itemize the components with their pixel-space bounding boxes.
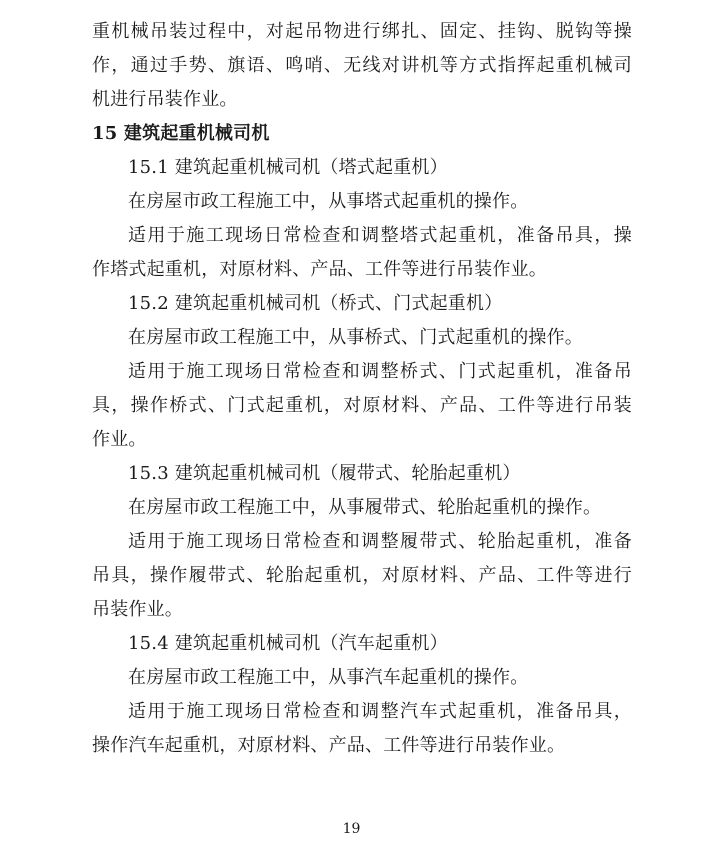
subsection-heading: 15.3 建筑起重机械司机（履带式、轮胎起重机） [128,463,521,484]
paragraph-line: 作塔式起重机，对原材料、产品、工件等进行吊装作业。 [92,259,547,280]
paragraph-line: 适用于施工现场日常检查和调整桥式、门式起重机，准备吊 [128,361,632,382]
paragraph-line: 吊装作业。 [92,599,183,620]
section-heading: 15 建筑起重机械司机 [92,123,270,144]
paragraph-line: 在房屋市政工程施工中，从事履带式、轮胎起重机的操作。 [128,497,602,518]
page-number: 19 [342,821,361,837]
subsection-heading: 15.1 建筑起重机械司机（塔式起重机） [128,157,448,178]
paragraph-line: 具，操作桥式、门式起重机，对原材料、产品、工件等进行吊装 [92,395,632,416]
paragraph-line: 机进行吊装作业。 [92,89,238,110]
subsection-heading: 15.2 建筑起重机械司机（桥式、门式起重机） [128,293,503,314]
paragraph-line: 在房屋市政工程施工中，从事汽车起重机的操作。 [128,667,529,688]
paragraph-line: 重机械吊装过程中，对起吊物进行绑扎、固定、挂钩、脱钩等操 [92,21,632,42]
subsection-heading: 15.4 建筑起重机械司机（汽车起重机） [128,633,448,654]
paragraph-line: 作，通过手势、旗语、鸣哨、无线对讲机等方式指挥起重机械司 [92,55,632,76]
paragraph-line: 在房屋市政工程施工中，从事桥式、门式起重机的操作。 [128,327,583,348]
paragraph-line: 在房屋市政工程施工中，从事塔式起重机的操作。 [128,191,529,212]
paragraph-line: 吊具，操作履带式、轮胎起重机，对原材料、产品、工件等进行 [92,565,632,586]
paragraph-line: 适用于施工现场日常检查和调整塔式起重机，准备吊具，操 [128,225,632,246]
paragraph-line: 适用于施工现场日常检查和调整汽车式起重机，准备吊具， [128,701,632,722]
paragraph-line: 适用于施工现场日常检查和调整履带式、轮胎起重机，准备 [128,531,632,552]
paragraph-line: 操作汽车起重机，对原材料、产品、工件等进行吊装作业。 [92,735,566,756]
paragraph-line: 作业。 [92,429,147,450]
